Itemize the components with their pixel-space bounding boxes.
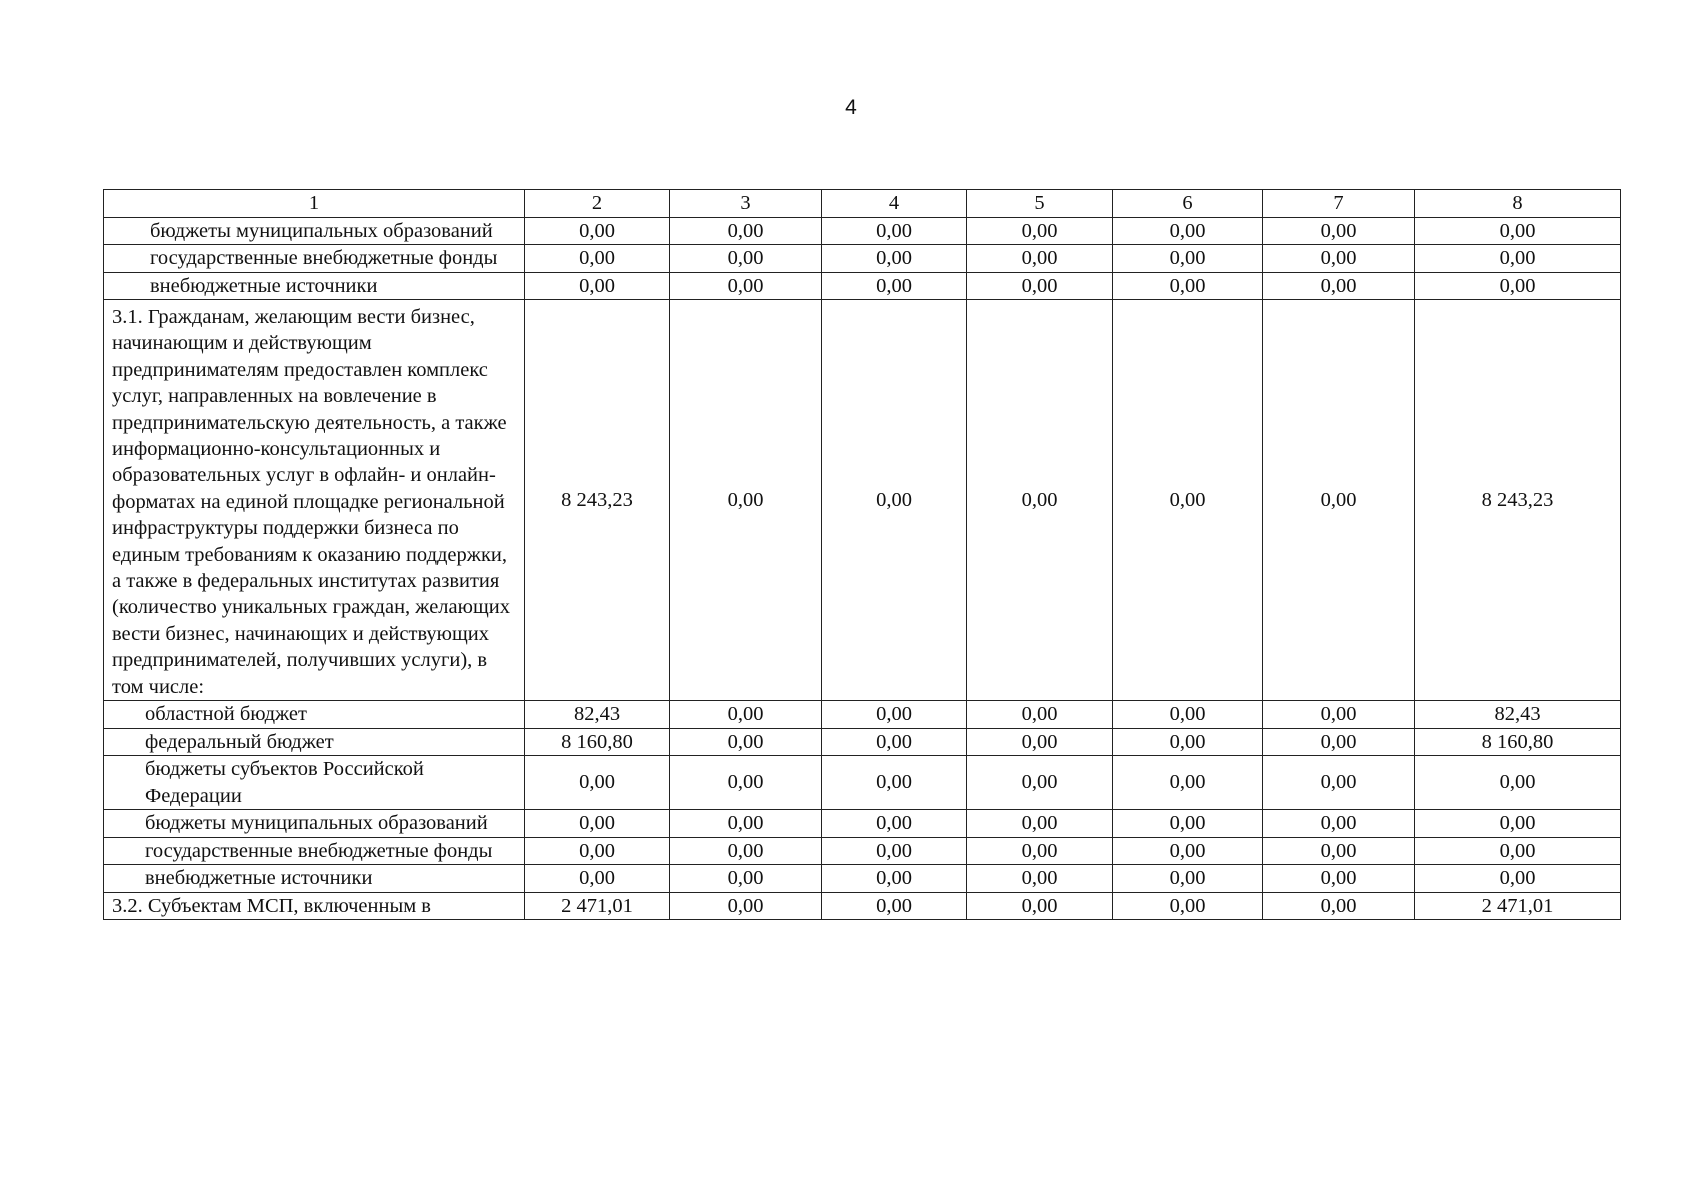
column-header: 2 xyxy=(525,190,670,218)
value-cell: 0,00 xyxy=(822,728,967,756)
value-cell: 0,00 xyxy=(1263,865,1415,893)
table-row xyxy=(104,245,1621,273)
value-cell: 0,00 xyxy=(1415,865,1621,893)
value-cell: 0,00 xyxy=(822,217,967,245)
table-row xyxy=(104,217,1621,245)
value-cell: 0,00 xyxy=(670,245,822,273)
value-cell: 0,00 xyxy=(1415,217,1621,245)
value-cell: 0,00 xyxy=(967,245,1113,273)
value-cell: 0,00 xyxy=(1263,245,1415,273)
value-cell: 0,00 xyxy=(1415,756,1621,810)
column-header: 3 xyxy=(670,190,822,218)
value-cell: 8 160,80 xyxy=(1415,728,1621,756)
value-cell: 0,00 xyxy=(1263,272,1415,300)
value-cell: 0,00 xyxy=(1263,837,1415,865)
value-cell: 0,00 xyxy=(967,728,1113,756)
value-cell: 0,00 xyxy=(967,217,1113,245)
value-cell: 0,00 xyxy=(1415,837,1621,865)
value-cell: 0,00 xyxy=(525,756,670,810)
value-cell: 0,00 xyxy=(670,272,822,300)
column-header: 6 xyxy=(1113,190,1263,218)
value-cell: 0,00 xyxy=(1263,701,1415,729)
value-cell: 0,00 xyxy=(967,756,1113,810)
row-label: государственные внебюджетные фонды xyxy=(104,837,525,865)
row-label: бюджеты муниципальных образований xyxy=(104,217,525,245)
value-cell: 0,00 xyxy=(1113,217,1263,245)
header-row xyxy=(104,190,1621,218)
table-row xyxy=(104,865,1621,893)
value-cell: 0,00 xyxy=(525,865,670,893)
table-row xyxy=(104,892,1621,920)
value-cell: 0,00 xyxy=(967,892,1113,920)
value-cell: 0,00 xyxy=(822,300,967,701)
value-cell: 8 243,23 xyxy=(1415,300,1621,701)
value-cell: 0,00 xyxy=(822,892,967,920)
value-cell: 0,00 xyxy=(1263,217,1415,245)
value-cell: 0,00 xyxy=(1415,810,1621,838)
row-label: внебюджетные источники xyxy=(104,272,525,300)
value-cell: 0,00 xyxy=(822,701,967,729)
value-cell: 2 471,01 xyxy=(1415,892,1621,920)
value-cell: 0,00 xyxy=(1113,837,1263,865)
value-cell: 0,00 xyxy=(670,837,822,865)
table-row xyxy=(104,701,1621,729)
column-header: 8 xyxy=(1415,190,1621,218)
value-cell: 0,00 xyxy=(822,756,967,810)
budget-table xyxy=(103,189,1621,920)
value-cell: 0,00 xyxy=(1415,272,1621,300)
value-cell: 0,00 xyxy=(525,272,670,300)
value-cell: 0,00 xyxy=(670,217,822,245)
value-cell: 0,00 xyxy=(670,892,822,920)
value-cell: 0,00 xyxy=(1113,272,1263,300)
value-cell: 0,00 xyxy=(1113,701,1263,729)
row-label: областной бюджет xyxy=(104,701,525,729)
row-label: бюджеты муниципальных образований xyxy=(104,810,525,838)
value-cell: 0,00 xyxy=(822,837,967,865)
page-number: 4 xyxy=(845,96,857,119)
value-cell: 0,00 xyxy=(1263,300,1415,701)
value-cell: 82,43 xyxy=(1415,701,1621,729)
value-cell: 0,00 xyxy=(967,701,1113,729)
value-cell: 0,00 xyxy=(525,810,670,838)
table-row xyxy=(104,810,1621,838)
value-cell: 0,00 xyxy=(967,837,1113,865)
value-cell: 0,00 xyxy=(822,272,967,300)
value-cell: 0,00 xyxy=(967,810,1113,838)
value-cell: 0,00 xyxy=(1415,245,1621,273)
value-cell: 0,00 xyxy=(525,245,670,273)
value-cell: 0,00 xyxy=(1113,728,1263,756)
value-cell: 0,00 xyxy=(1263,892,1415,920)
value-cell: 0,00 xyxy=(670,728,822,756)
value-cell: 0,00 xyxy=(1263,810,1415,838)
value-cell: 0,00 xyxy=(822,245,967,273)
value-cell: 0,00 xyxy=(670,756,822,810)
value-cell: 0,00 xyxy=(1113,245,1263,273)
value-cell: 2 471,01 xyxy=(525,892,670,920)
column-header: 5 xyxy=(967,190,1113,218)
value-cell: 0,00 xyxy=(1113,300,1263,701)
column-header: 7 xyxy=(1263,190,1415,218)
table-row xyxy=(104,272,1621,300)
column-header: 4 xyxy=(822,190,967,218)
value-cell: 0,00 xyxy=(1263,728,1415,756)
value-cell: 8 160,80 xyxy=(525,728,670,756)
row-label: 3.1. Гражданам, желающим вести бизнес, начинающим и действующим предпринимателям предоставлен комплекс услуг, направленных на вовлечение в предпринимательскую деятельность, а также информационно-консультационных и образовательных услуг в офлайн- и онлайн-форматах на единой площадке региональной инфраструктуры поддержки бизнеса по единым требованиям к оказанию поддержки, а также в федеральных институтах развития (количество уникальных граждан, желающих вести бизнес, начинающих и действующих предпринимателей, получивших услуги), в том числе: xyxy=(104,300,525,701)
value-cell: 0,00 xyxy=(1263,756,1415,810)
table-row xyxy=(104,300,1621,701)
value-cell: 0,00 xyxy=(822,865,967,893)
row-label: государственные внебюджетные фонды xyxy=(104,245,525,273)
row-label: бюджеты субъектов Российской Федерации xyxy=(104,756,525,810)
value-cell: 0,00 xyxy=(967,300,1113,701)
value-cell: 0,00 xyxy=(1113,892,1263,920)
value-cell: 0,00 xyxy=(670,865,822,893)
row-label: 3.2. Субъектам МСП, включенным в xyxy=(104,892,525,920)
value-cell: 0,00 xyxy=(967,865,1113,893)
row-label: федеральный бюджет xyxy=(104,728,525,756)
value-cell: 0,00 xyxy=(822,810,967,838)
value-cell: 0,00 xyxy=(670,300,822,701)
row-label: внебюджетные источники xyxy=(104,865,525,893)
table-row xyxy=(104,728,1621,756)
column-header: 1 xyxy=(104,190,525,218)
value-cell: 0,00 xyxy=(1113,810,1263,838)
value-cell: 0,00 xyxy=(1113,865,1263,893)
table-row xyxy=(104,837,1621,865)
value-cell: 0,00 xyxy=(670,810,822,838)
value-cell: 0,00 xyxy=(1113,756,1263,810)
value-cell: 0,00 xyxy=(525,217,670,245)
value-cell: 0,00 xyxy=(967,272,1113,300)
value-cell: 8 243,23 xyxy=(525,300,670,701)
value-cell: 82,43 xyxy=(525,701,670,729)
value-cell: 0,00 xyxy=(525,837,670,865)
value-cell: 0,00 xyxy=(670,701,822,729)
table-row xyxy=(104,756,1621,810)
